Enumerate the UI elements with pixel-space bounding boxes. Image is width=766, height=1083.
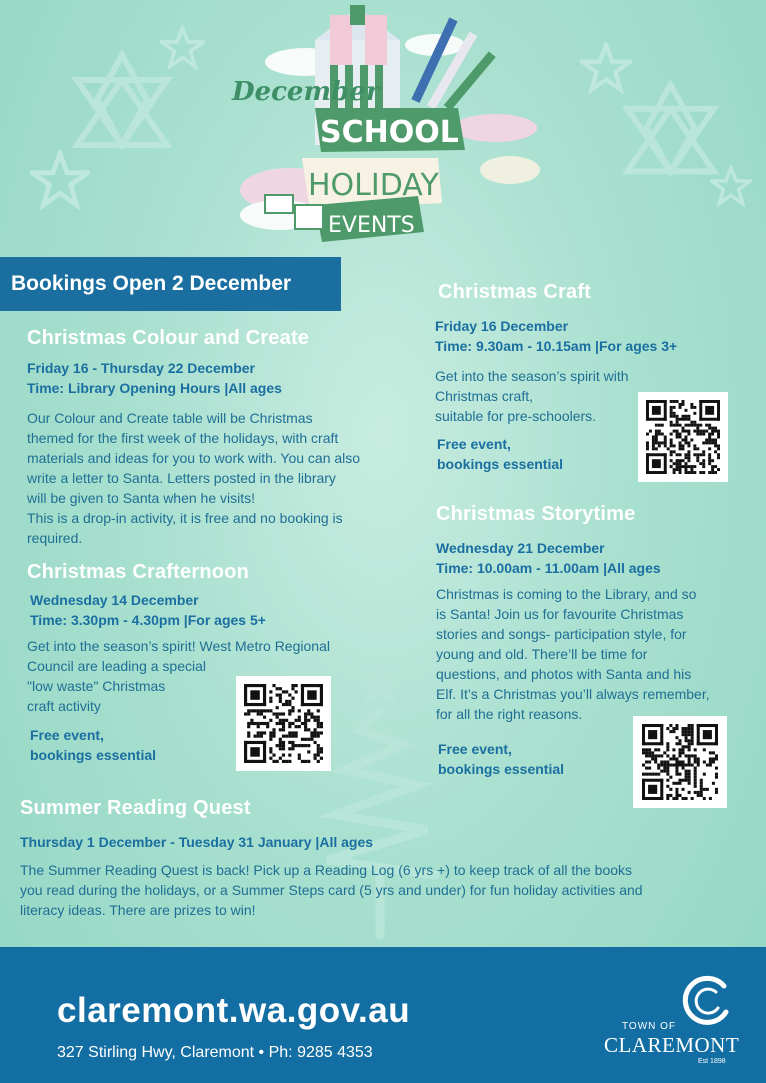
- pencil-icon: [411, 18, 495, 111]
- star-icon: [30, 150, 90, 210]
- crafternoon-date: Wednesday 14 December: [30, 592, 199, 608]
- svg-text:December: December: [232, 77, 380, 107]
- est-label: Est 1898: [698, 1058, 726, 1065]
- crafternoon-time: Time: 3.30pm - 4.30pm |For ages 5+: [30, 612, 266, 628]
- reading-quest-body: The Summer Reading Quest is back! Pick up a Reading Log (6 yrs +) to keep track of all the books you read during the holidays, or a Summer Steps card (5 yrs and under) for fun holiday activities and literacy ideas. There are prizes to win!: [20, 862, 643, 918]
- craft-bookings: bookings essential: [437, 456, 564, 472]
- crafternoon-title: Christmas Crafternoon: [27, 561, 250, 583]
- qr-code-icon[interactable]: [638, 392, 728, 482]
- craft-time: Time: 9.30am - 10.15am |For ages 3+: [435, 338, 678, 354]
- claremont-logo-icon: [678, 972, 734, 1028]
- bookings-banner-text: Bookings Open 2 December: [11, 272, 292, 295]
- town-of-label: TOWN OF: [622, 1021, 677, 1032]
- colour-create-title: Christmas Colour and Create: [27, 327, 310, 349]
- crafternoon-body: Get into the season’s spirit! West Metro Regional Council are leading a special "low waste" Christmas craft activity: [27, 638, 330, 714]
- storytime-date: Wednesday 21 December: [436, 540, 605, 556]
- storytime-free: Free event,: [438, 741, 512, 757]
- qr-code-icon[interactable]: [633, 716, 727, 808]
- footer-address: 327 Stirling Hwy, Claremont • Ph: 9285 4353: [57, 1044, 373, 1061]
- craft-date: Friday 16 December: [435, 318, 569, 334]
- svg-text:SCHOOL: SCHOOL: [320, 115, 459, 150]
- website-link[interactable]: claremont.wa.gov.au: [57, 991, 411, 1030]
- star-icon: [710, 165, 752, 207]
- storytime-time: Time: 10.00am - 11.00am |All ages: [436, 560, 661, 576]
- claremont-label: CLAREMONT: [604, 1033, 740, 1057]
- storytime-title: Christmas Storytime: [436, 503, 636, 525]
- colour-create-body: Our Colour and Create table will be Christmas themed for the first week of the holidays, with craft materials and ideas for you to work with. You can also write a letter to Santa. Letters posted in the library will be given to Santa when he visits! This is a drop-in activity, it is free and no booking is required.: [27, 410, 361, 546]
- craft-free: Free event,: [437, 436, 511, 452]
- craft-body: Get into the season’s spirit with Christmas craft, suitable for pre-schoolers.: [435, 368, 629, 424]
- star-icon: [160, 25, 205, 70]
- reading-quest-title: Summer Reading Quest: [20, 797, 251, 819]
- crafternoon-free: Free event,: [30, 727, 104, 743]
- qr-code-icon[interactable]: [236, 676, 331, 771]
- svg-text:EVENTS: EVENTS: [328, 213, 415, 238]
- crafternoon-bookings: bookings essential: [30, 747, 157, 763]
- school-holiday-logo: [220, 0, 540, 252]
- storytime-bookings: bookings essential: [438, 761, 565, 777]
- colour-create-date: Friday 16 - Thursday 22 December: [27, 360, 255, 376]
- reading-quest-date: Thursday 1 December - Tuesday 31 January |All ages: [20, 834, 374, 850]
- svg-text:HOLIDAY: HOLIDAY: [308, 168, 439, 203]
- storytime-body: Christmas is coming to the Library, and so is Santa! Join us for favourite Christmas stories and songs- participation style, for young and old. There’ll be time for questions, and photos with Santa and his Elf. It’s a Christmas you’ll always remember, for all the right reasons.: [436, 586, 710, 722]
- craft-title: Christmas Craft: [438, 281, 592, 303]
- colour-create-time: Time: Library Opening Hours |All ages: [27, 380, 282, 396]
